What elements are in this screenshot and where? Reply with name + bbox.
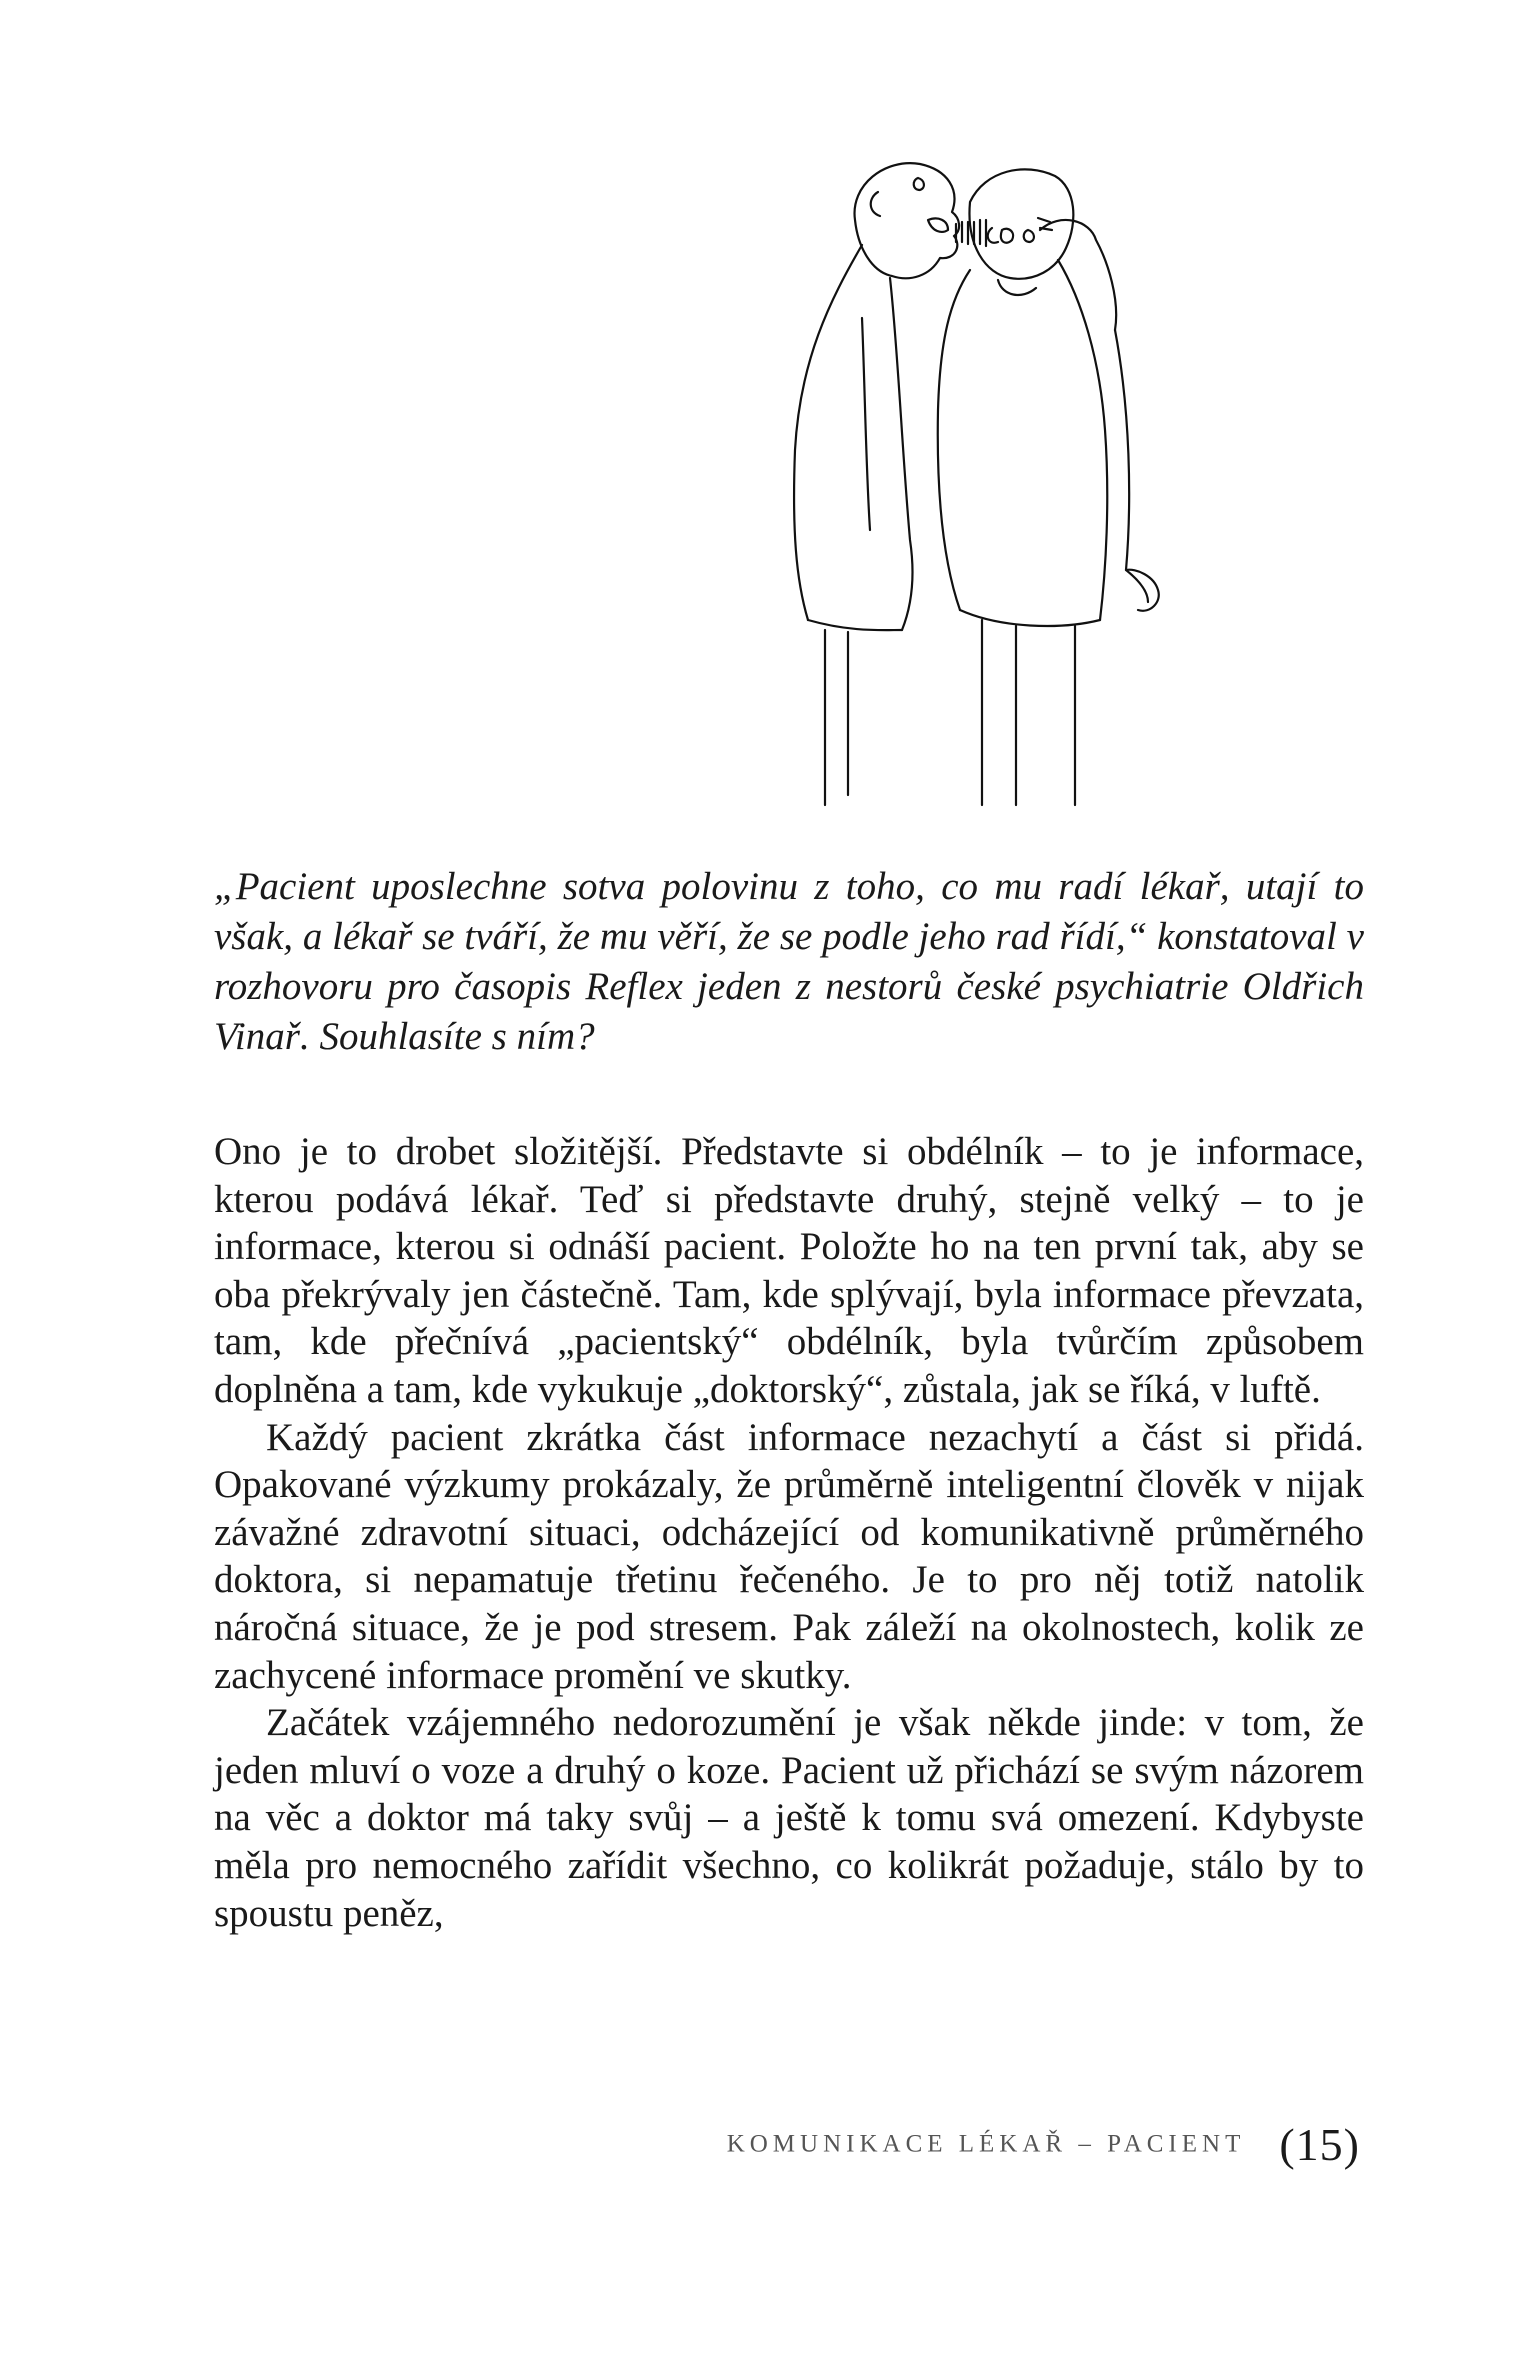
left-man-mouth: [928, 218, 948, 231]
page-footer: [560, 2118, 1360, 2171]
left-man-front: [890, 278, 912, 630]
left-man-ear: [871, 192, 880, 216]
right-man-hand: [1126, 570, 1159, 611]
left-man-hem: [808, 620, 902, 630]
left-man-arm: [862, 318, 870, 530]
right-man-body-right: [1058, 260, 1107, 620]
two-men-whispering-illustration: [770, 150, 1370, 810]
left-man-body: [794, 245, 862, 620]
paragraph-3: Začátek vzájemného nedorozumění je však někde jinde: v tom, že jeden mluví o voze a druhý o koze. Pacient už přichází se svým názorem na věc a doktor má taky svůj – a ještě k tomu svá omezení. Kdybyste měla pro nemocného zařídit všechno, co kolikrát požaduje, stálo by to spoustu peněz,: [214, 1701, 1364, 1935]
right-man-body-left: [938, 270, 970, 610]
right-man-collar: [998, 280, 1036, 295]
page-number: (15): [1279, 2119, 1360, 2170]
paragraph-1: Ono je to drobet složitější. Představte si obdélník – to je informace, kterou podává lékař. Teď si představte druhý, stejně velký – to je informace, kterou si odnáší pacient. Položte ho na ten první tak, aby se oba překrývaly jen částečně. Tam, kde splývají, byla informace převzata, tam, kde přečnívá „pacientský“ obdélník, byla tvůrčím způsobem doplněna a tam, kde vykukuje „doktorský“, zůstala, jak se říká, v luftě.: [214, 1130, 1364, 1411]
right-man-arm: [1115, 330, 1148, 602]
paragraph-2: Každý pacient zkrátka část informace nezachytí a část si přidá. Opakované výzkumy prokázaly, že průměrně inteligentní člověk v nijak závažné zdravotní situaci, odcházející od komunikativně průměrného doktora, si nepamatuje třetinu řečeného. Je to pro něj totiž natolik náročná situace, že je pod stresem. Pak záleží na okolnostech, kolik ze zachycené informace promění ve skutky.: [214, 1415, 1364, 1697]
running-head: KOMUNIKACE LÉKAŘ – PACIENT: [726, 2130, 1246, 2158]
left-man-eye: [914, 178, 924, 190]
intro-quote: „Pacient uposlechne sotva polovinu z toho, co mu radí lékař, utají to však, a lékař se tváří, že mu věří, že se podle jeho rad řídí,“ konstatoval v rozhovoru pro časopis Reflex jeden z nestorů české psychiatrie Oldřich Vinař. Souhlasíte s ním?: [214, 865, 1364, 1058]
left-man-hand-on-shoulder: [1040, 220, 1116, 330]
body-text: [214, 1128, 1364, 1937]
right-man-eyes: [988, 228, 1034, 243]
